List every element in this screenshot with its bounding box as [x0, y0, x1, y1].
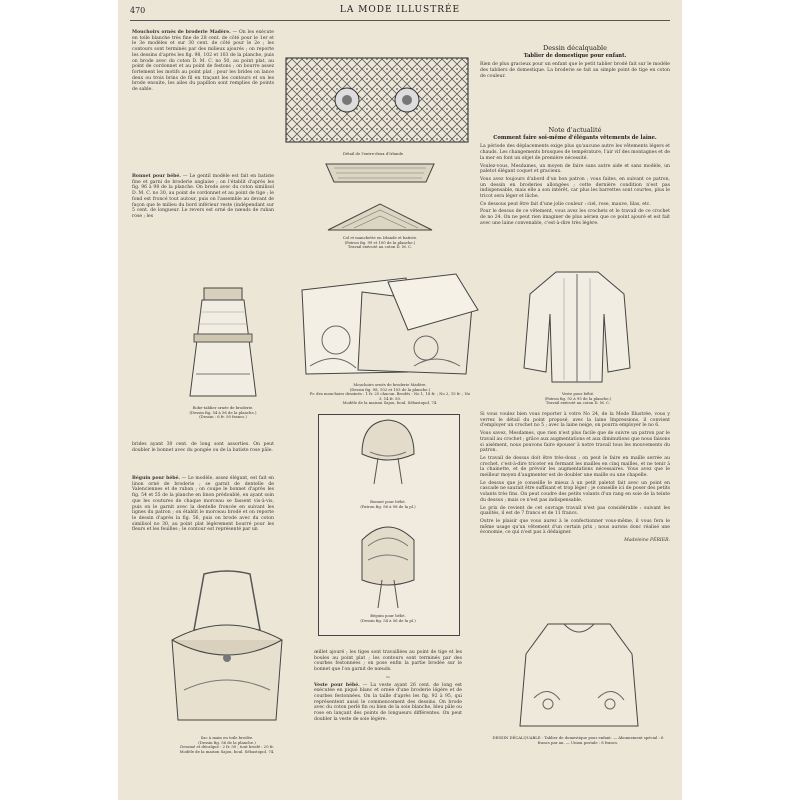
cuff-illustration [322, 198, 438, 234]
caption-detail: Modèle de la maison Sajou, boul. Sébastopol, 74. [179, 748, 275, 754]
article-text: Rien de plus gracieux pour un enfant que le petit tablier brodé fait sur le modèle des tabliers de domestique. La broderie se fait au simple point de tige en coton de couleur. [480, 62, 670, 79]
article-dessin [480, 46, 670, 82]
caption-entredeux: Détail de l'entre-deux d'Irlande [342, 151, 404, 156]
article-bonnet [132, 174, 274, 222]
dress-illustration [186, 284, 260, 402]
article-text: — Le modèle, assez élégant, est fait en linon orné de broderie ; se garnit de dentelle de Valenciennes et de ruban ; on coupe le bonnet d'après les fig. 54 et 55 de la planche en linon prédoublé, en ayant soin que les coutures de chaque morceau se fassent vis-à-vis, puis on le garnit avec la dentelle froncée en suivant les lignes du patron ; on établit le morceau brodé et on reporte le dessin d'après la fig. 56, puis on brode avec du coton similisol no 30, au point plat légèrement bourré pour les fleurs et les feuilles ; le contour est représenté par un [132, 476, 275, 533]
section-subtitle: Tablier de domestique pour enfant. [523, 52, 627, 59]
caption-detail: Modèle de la maison Sajou, boul. Sébastopol, 74. [342, 400, 438, 406]
paragraph: Outre le plaisir que vous aurez à le confectionner vous-même, il vous fera le même usage qu'un vêtement d'un certain prix ; nous aurons donc réalisé une économie, ce qui n'est pas à dédaigner. [480, 518, 670, 536]
article-mouchoirs [132, 30, 274, 95]
caption-beguin [344, 614, 432, 623]
caption-detail: (Dessin : 6 fr. 50 francs.) [199, 414, 247, 420]
collar-illustration [322, 158, 438, 188]
article-beguin [132, 476, 274, 535]
paragraph: La période des déplacements exige plus qu'aucune autre les vêtements légers et chauds. Les changements brusques de température, l'air vif des montagnes et de la mer en font un objet de première nécessité. [480, 144, 670, 161]
section-title: Note d'actualité [548, 126, 602, 134]
caption-detail: (Patron fig. 92 à 95 de la planche.) [544, 395, 612, 401]
article-text: — On les exécute en toile blanche très fine de 28 cent. de côté pour le 1er et le 3e modèles et sur 30 cent. de côté pour le 2e ; les contours sont terminés par des milieux ajourés ; on reporte les dessins d'après les fig. 98, 102 et 103 de la planche, puis on brode avec du coton D. M. C. no 50, au point plat, au point de cordonnet et au point de festons ; on bourre assez fortement les motifs au point plat ; pour les brides on lance deux ou trois brins de fil en traçant les contours et on les brode ensuite, les ailes du papillon sont remplies de points de sable. [132, 30, 274, 93]
article-middle [314, 650, 462, 724]
paragraph: Pour le dessus de ce vêtement, vous avez les crochets et le travail de ce crochet de no 24. On ne peut rien imaginer de plus aérien que ce point ajouré et est fait avec une laine convenable, c'est-à-dire très légère. [480, 209, 670, 226]
section-title: Dessin décalquable [543, 44, 607, 52]
caption-detail: (Patron fig. 99 et 100 de la planche.) [344, 239, 416, 245]
page-header [118, 5, 682, 21]
caption-detail: (Dessin fig. 98, 102 et 103 de la planche.) [349, 386, 431, 392]
paragraph: Vous savez, Mesdames, que rien n'est plus facile que de suivre un patron par le travail au crochet ; grâce aux augmentations et aux diminutions que nous faisons si aisément, nous pouvons faire épouser à notre travail tous les mouvements du patron. [480, 431, 670, 454]
caption-detail: (Patron fig. 96 à 98 de la pl.) [360, 503, 416, 509]
page-number: 470 [130, 6, 146, 15]
article-note-continued [480, 412, 670, 546]
magazine-page [118, 0, 682, 800]
header-rule [130, 20, 670, 21]
lace-insertion-illustration [282, 54, 472, 146]
paragraph: Vous avez toujours d'abord d'un bon patron ; vous faites, en suivant ce patron, un dessin en broderies allongées ; cette dernière condition n'est pas indispensable, mais elle a son intérêt, car plus les barrettes sont courtes, plus le tricot sera léger et lâche. [480, 176, 670, 200]
caption-robe [174, 406, 272, 420]
handbag-illustration [164, 570, 290, 730]
apron-illustration [514, 614, 644, 732]
paragraph: Le travail de dessus doit être très-doux ; on peut le faire en maille serrée au crochet, c'est-à-dire tricoter en fermant les mailles en cinq mailles, et ne tenir à la chainette, et de prévoir les augmentations nécessaires. Vous avez que le meilleur moyen d'augmenter est de doubler une maille ou une chapelle. [480, 455, 670, 479]
caption-detail: Travail exécuté au coton D. M. C. [545, 400, 611, 406]
handkerchiefs-illustration [296, 270, 480, 382]
caption-title: Mouchoirs ornés de broderie Madère. [353, 382, 427, 387]
bonnet-illustration [354, 414, 422, 486]
article-text: brides ayant 30 cent. de long sont assorties. On peut doubler le bonnet avec du pongée ou de la batiste rose pâle. [132, 442, 274, 453]
caption-detail: (Dessin fig. 54 à 56 de la pl.) [360, 617, 416, 623]
article-lead: Mouchoirs ornés de broderie Madère. [132, 30, 231, 35]
paragraph: Si vous voulez bien vous reporter à votre No 24, de la Mode Illustrée, vous y verrez le détail du point proposé, avec la laine Impressions, il convient d'employer un crochet no 5 ; avec la laine neige, on pourra employer le no 6. [480, 412, 670, 429]
jacket-illustration [520, 264, 634, 388]
article-lead: Bonnet pour bébé. [132, 174, 181, 179]
section-subtitle: Comment faire soi-même d'élégants vêtements de laine. [493, 134, 657, 141]
caption-detail: Travail exécuté au coton D. M. C. [347, 244, 413, 250]
article-text: — Le gentil modèle est fait en batiste fine et garni de broderie anglaise ; on l'établit d'après les fig. 96 à 98 de la planche. On brode avec du coton similisol D. M. C. no 30, au point de cordonnet et au point de tige ; le fond est froncé tout autour, puis on l'assemble au devant de façon que le milieu du bord inférieur reste (indépendant sur 5 cent. de longueur. Le revers est orné de nœuds de ruban rose ; les [132, 174, 274, 219]
caption-tablier: DESSIN DÉCALQUABLE : Tablier de domestique pour enfant. — Abonnement spécial : 6 francs par an. — Union postale : 8 francs. [492, 735, 664, 745]
paragraph: Voulez-vous, Mesdames, un moyen de faire sans autre aide et sans modèle, un paletot élégant coquet et gracieux. [480, 163, 670, 175]
caption-sac [158, 736, 296, 754]
paragraph: Le dessus que je conseille le mieux à un petit paletot fait avec un point en cascade ne saurait être suffisant et trop léger ; je conseille ici de poser des petits volants très fins. On peut coudre des petits volants d'un rang en soie de la teinte du dessus ; mais ce n'est pas indispensable. [480, 480, 670, 503]
caption-col [318, 236, 442, 250]
article-brides [132, 442, 274, 455]
caption-title: Bonnet pour bébé. [370, 499, 406, 504]
caption-title: Béguin pour bébé. [370, 613, 406, 618]
caption-title: Sac à main en toile brodée. [200, 735, 254, 740]
caption-mouchoirs [308, 383, 472, 406]
caption-title: Veste pour bébé. [561, 391, 595, 396]
article-text: œillet ajouré ; les tiges sont travaillées au point de tige et les boules au point plat ; les contours sont terminés par des courbes festonnées ; on pose enfin la partie brodée sur le bonnet que l'on garnit de nœuds. [314, 650, 462, 673]
caption-detail: (Dessin fig. 56 de la planche.) [198, 739, 256, 745]
author-signature: Madeleine PÉRIER. [624, 538, 670, 544]
caption-veste [524, 392, 632, 406]
article-lead: Veste pour bébé. [314, 682, 360, 688]
paragraph: Le prix de revient de cet ouvrage travail n'est pas considérable : suivant les qualités, il est de 7 francs et de 11 francs. [480, 505, 670, 517]
magazine-title: LA MODE ILLUSTRÉE [339, 5, 461, 15]
caption-detail: Pr. des mouchoirs dessinés : 1 fr. 25 chacun. Brodés : No 1, 18 fr. ; No 2, 15 fr. ; No 3, 14 fr. 50. [309, 391, 471, 401]
article-lead: Béguin pour bébé. [132, 476, 180, 481]
caption-detail: Dessiné et décalqué : 2 fr. 50 ; tout brodé : 20 fr. [180, 744, 274, 750]
beguin-illustration [354, 510, 422, 610]
paragraph: Ce dessous peut être fait d'une jolie couleur : ciel, rose, mauve, lilas, etc. [480, 201, 651, 207]
article-note [480, 128, 670, 229]
article-text: — La veste ayant 26 cent. de long est exécutée en piqué blanc et ornée d'une broderie légère et de courbes festonnées. On la taille d'après les fig. 92 à 95, qui représentent aussi le commencement des dessins. On brode avec du coton perlé fin ou bien de la soie blanche, bleu pâle ou rose en lançant des points de longueurs différentes. On peut doubler la veste de soie légère. [314, 682, 462, 722]
caption-title: Robe-tablier ornée de broderie. [192, 405, 254, 410]
section-separator: ~ [385, 673, 391, 681]
caption-detail: (Dessin fig. 54 à 56 de la planche.) [189, 409, 257, 415]
caption-bonnet [344, 500, 432, 509]
caption-title: Col et manchette en Irlande et batiste. [342, 235, 418, 240]
